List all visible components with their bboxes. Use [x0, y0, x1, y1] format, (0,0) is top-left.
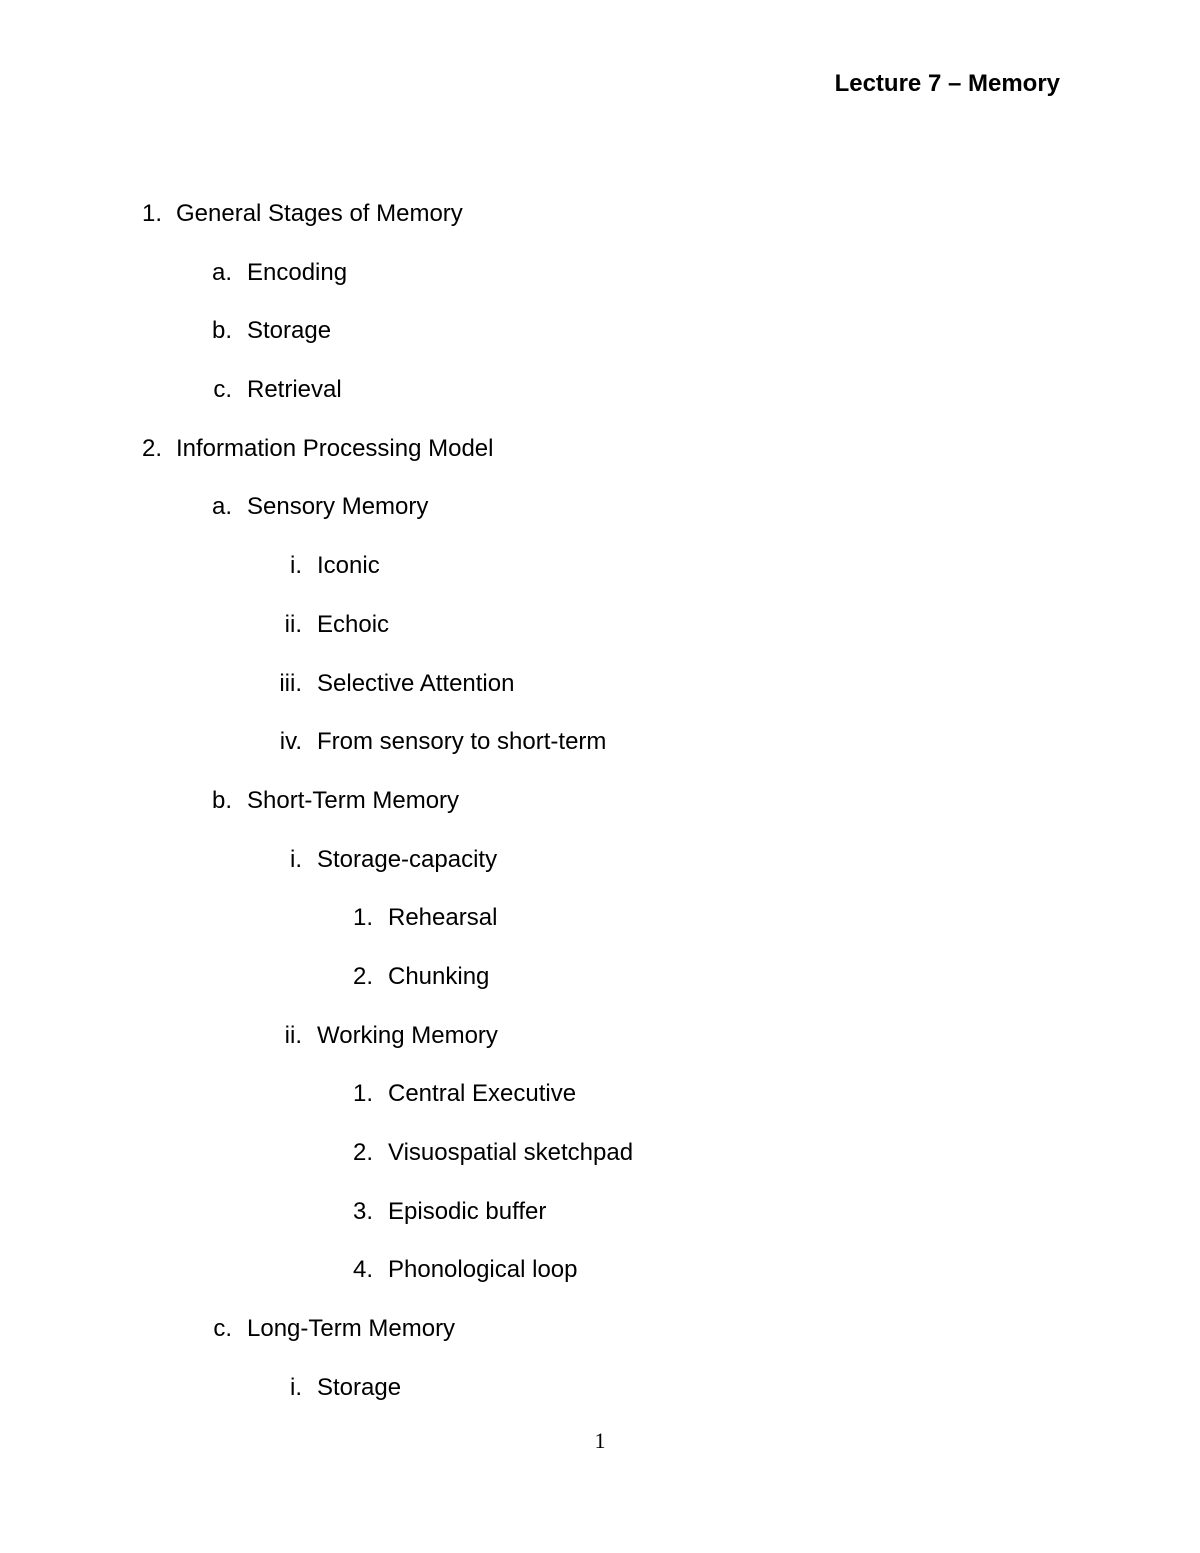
outline-item [0, 841, 1200, 900]
outline-item [0, 1134, 1200, 1193]
outline-text: Sensory Memory [247, 493, 429, 521]
outline-item [0, 195, 1200, 254]
outline-marker: 4. [352, 1256, 373, 1284]
outline-marker: 1. [141, 200, 162, 227]
outline-item [0, 254, 1200, 313]
outline-text: Working Memory [317, 1021, 498, 1049]
outline-text: Long-Term Memory [247, 1315, 456, 1343]
outline-marker: ii. [284, 1021, 302, 1049]
outline-marker: 2. [352, 962, 373, 990]
outline-text: Phonological loop [388, 1256, 578, 1284]
outline-marker: i. [290, 1373, 302, 1401]
outline-text: Encoding [247, 258, 348, 286]
outline-marker: b. [211, 317, 232, 345]
outline-text: Retrieval [247, 376, 342, 404]
outline-text: Visuospatial sketchpad [388, 1139, 634, 1166]
outline-marker: b. [211, 786, 232, 814]
outline-item [0, 1369, 1200, 1428]
outline-text: General Stages of Memory [176, 200, 463, 227]
outline-item [0, 1017, 1200, 1076]
outline-item [0, 547, 1200, 606]
outline-marker: ii. [284, 610, 302, 638]
outline-text: Selective Attention [317, 669, 515, 697]
outline-item [0, 958, 1200, 1017]
outline-marker: 1. [352, 1080, 373, 1108]
outline-marker: a. [211, 493, 232, 521]
outline-item [0, 665, 1200, 724]
outline-marker: i. [290, 552, 302, 580]
outline-item [0, 1193, 1200, 1252]
outline-item [0, 371, 1200, 430]
outline-marker: 2. [352, 1139, 373, 1166]
outline-text: From sensory to short-term [317, 728, 607, 756]
outline-marker: c. [213, 1315, 232, 1343]
outline-item [0, 312, 1200, 371]
outline-marker: 2. [141, 434, 162, 462]
outline-text: Chunking [388, 962, 490, 990]
outline-text: Central Executive [388, 1080, 577, 1108]
outline-marker: iv. [279, 728, 302, 756]
outline-text: Rehearsal [388, 904, 498, 932]
outline-item [0, 1075, 1200, 1134]
page-number: 1 [594, 1428, 606, 1453]
outline-item [0, 723, 1200, 782]
outline-item [0, 606, 1200, 665]
outline-item [0, 782, 1200, 841]
outline-marker: iii. [279, 669, 302, 697]
outline-text: Iconic [317, 552, 380, 580]
outline-text: Storage [247, 317, 332, 345]
outline-item [0, 1310, 1200, 1369]
lecture-title: Lecture 7 – Memory [834, 70, 1060, 97]
outline-text: Information Processing Model [176, 434, 494, 462]
outline-text: Short-Term Memory [247, 786, 460, 814]
outline-item [0, 488, 1200, 547]
outline-marker: c. [213, 376, 232, 404]
outline-marker: i. [290, 845, 302, 873]
outline-item [0, 899, 1200, 958]
outline-marker: 3. [352, 1197, 373, 1225]
outline-text: Echoic [317, 610, 390, 638]
outline-list [0, 195, 1200, 1427]
outline-item [0, 430, 1200, 489]
outline-item [0, 1251, 1200, 1310]
outline-text: Episodic buffer [388, 1197, 547, 1225]
outline-marker: a. [211, 258, 232, 286]
outline-text: Storage-capacity [317, 845, 498, 873]
outline-marker: 1. [352, 904, 373, 932]
outline-text: Storage [317, 1373, 402, 1401]
